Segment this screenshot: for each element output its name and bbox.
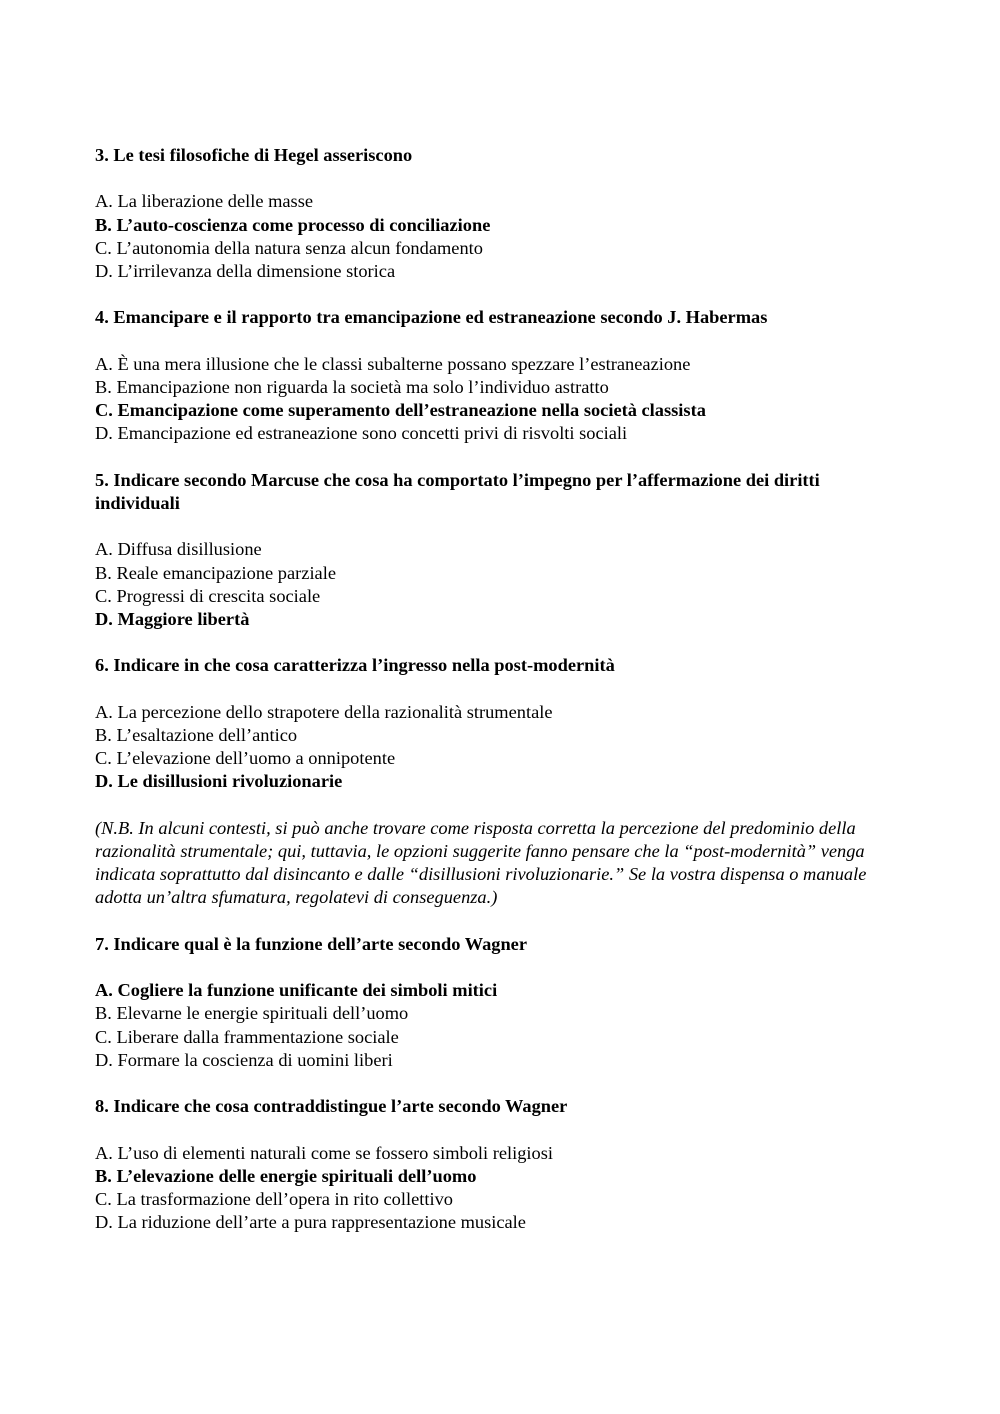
answer-option-d: D. Formare la coscienza di uomini liberi bbox=[95, 1049, 393, 1070]
answer-option-d: D. Emancipazione ed estraneazione sono concetti privi di risvolti sociali bbox=[95, 423, 628, 444]
question-title: 7. Indicare qual è la funzione dell’arte secondo Wagner bbox=[95, 933, 528, 954]
answer-option-a: A. Diffusa disillusione bbox=[95, 539, 262, 560]
question-7 bbox=[95, 933, 900, 1072]
question-title: 6. Indicare in che cosa caratterizza l’ingresso nella post-modernità bbox=[95, 655, 615, 676]
question-title: 3. Le tesi filosofiche di Hegel asseriscono bbox=[95, 145, 413, 165]
answer-option-a: A. La liberazione delle masse bbox=[95, 191, 314, 212]
answer-option-c: C. La trasformazione dell’opera in rito collettivo bbox=[95, 1188, 453, 1209]
answer-options bbox=[95, 1142, 900, 1235]
answer-option-c: C. Liberare dalla frammentazione sociale bbox=[95, 1026, 399, 1047]
answer-option-c-correct: C. Emancipazione come superamento dell’estraneazione nella società classista bbox=[95, 400, 706, 421]
answer-option-a: A. È una mera illusione che le classi subalterne possano spezzare l’estraneazione bbox=[95, 353, 691, 374]
answer-option-d: D. La riduzione dell’arte a pura rappresentazione musicale bbox=[95, 1212, 526, 1233]
answer-option-a: A. L’uso di elementi naturali come se fossero simboli religiosi bbox=[95, 1142, 553, 1163]
answer-option-b-correct: B. L’elevazione delle energie spirituali dell’uomo bbox=[95, 1165, 477, 1186]
question-6 bbox=[95, 654, 900, 793]
answer-option-d: D. L’irrilevanza della dimensione storica bbox=[95, 261, 396, 281]
answer-option-b-correct: B. L’auto-coscienza come processo di conciliazione bbox=[95, 214, 491, 235]
question-title: 8. Indicare che cosa contraddistingue l’arte secondo Wagner bbox=[95, 1096, 568, 1117]
answer-options bbox=[95, 979, 900, 1072]
answer-option-a-correct: A. Cogliere la funzione unificante dei simboli mitici bbox=[95, 980, 498, 1001]
answer-option-c: C. L’elevazione dell’uomo a onnipotente bbox=[95, 748, 396, 769]
explanatory-note: (N.B. In alcuni contesti, si può anche trovare come risposta corretta la percezione del predominio della razionalità strumentale; qui, tuttavia, le opzioni suggerite fanno pensare che la “post-modernità” venga indicata soprattutto dal disincanto e dalle “disillusioni rivoluzionarie.” Se la vostra dispensa o manuale adotta un’altra sfumatura, regolatevi di conseguenza.) bbox=[95, 817, 867, 908]
answer-option-b: B. Reale emancipazione parziale bbox=[95, 562, 336, 583]
answer-option-c: C. L’autonomia della natura senza alcun fondamento bbox=[95, 237, 483, 258]
answer-option-c: C. Progressi di crescita sociale bbox=[95, 585, 321, 606]
answer-options bbox=[95, 701, 900, 794]
answer-option-d-correct: D. Maggiore libertà bbox=[95, 608, 250, 629]
answer-options bbox=[95, 538, 900, 631]
answer-options bbox=[95, 353, 900, 446]
answer-options bbox=[95, 190, 900, 283]
answer-option-b: B. L’esaltazione dell’antico bbox=[95, 724, 298, 745]
question-4 bbox=[95, 306, 900, 445]
question-5 bbox=[95, 469, 900, 631]
question-3 bbox=[95, 144, 900, 283]
question-8 bbox=[95, 1095, 900, 1234]
answer-option-b: B. Elevarne le energie spirituali dell’uomo bbox=[95, 1003, 409, 1024]
answer-option-b: B. Emancipazione non riguarda la società ma solo l’individuo astratto bbox=[95, 376, 609, 397]
answer-option-d-correct: D. Le disillusioni rivoluzionarie bbox=[95, 771, 343, 792]
question-title: 5. Indicare secondo Marcuse che cosa ha comportato l’impegno per l’affermazione dei diritti individuali bbox=[95, 469, 820, 513]
question-title: 4. Emancipare e il rapporto tra emancipazione ed estraneazione secondo J. Habermas bbox=[95, 307, 768, 328]
answer-option-a: A. La percezione dello strapotere della razionalità strumentale bbox=[95, 701, 553, 722]
